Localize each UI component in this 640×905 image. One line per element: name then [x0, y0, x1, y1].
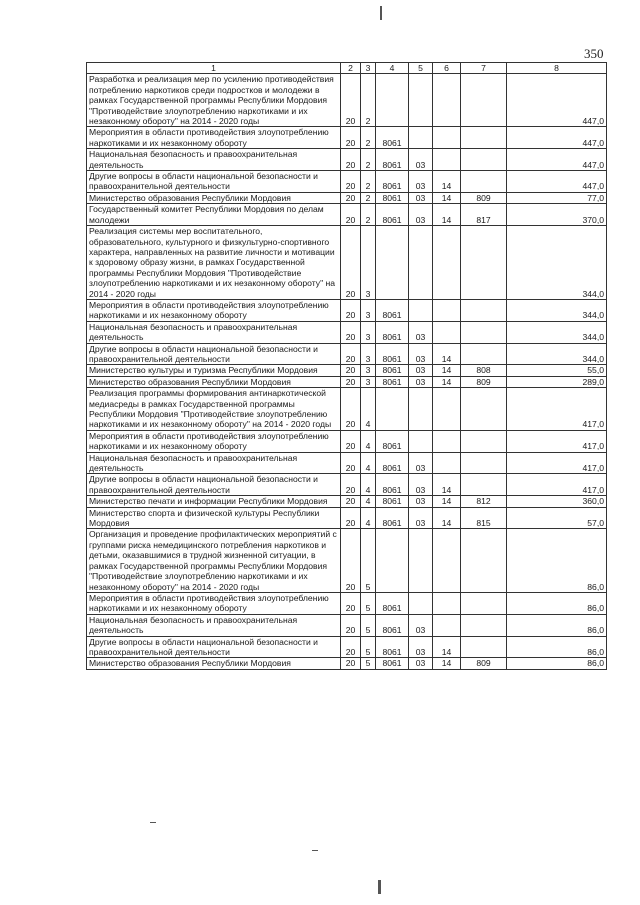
cell-sum: 417,0 [507, 452, 607, 474]
cell-col-2: 20 [341, 658, 361, 669]
cell-col-2: 20 [341, 474, 361, 496]
cell-col-2: 20 [341, 171, 361, 193]
cell-sum: 55,0 [507, 365, 607, 376]
cell-col-2: 20 [341, 529, 361, 592]
cell-sum: 344,0 [507, 226, 607, 300]
cell-col-2: 20 [341, 204, 361, 226]
cell-col-2: 20 [341, 192, 361, 203]
cell-name: Организация и проведение профилактических мероприятий с группами риска немедицинского потребления наркотиков и детьми, оказавшимися в трудной жизненной ситуации, в рамках Государственной программы Республики Мордовия "Противодействие злоупотреблению наркотиками и их незаконному обороту" на 2014 - 2020 годы [87, 529, 341, 592]
cell-col-2: 20 [341, 376, 361, 387]
cell-col-6 [433, 299, 461, 321]
cell-col-7 [461, 343, 507, 365]
cell-name: Национальная безопасность и правоохранительная деятельность [87, 614, 341, 636]
cell-col-6: 14 [433, 376, 461, 387]
cell-sum: 86,0 [507, 592, 607, 614]
cell-col-2: 20 [341, 149, 361, 171]
cell-col-7 [461, 636, 507, 658]
cell-col-3: 3 [361, 299, 376, 321]
cell-name: Министерство образования Республики Мордовия [87, 376, 341, 387]
cell-name: Другие вопросы в области национальной безопасности и правоохранительной деятельности [87, 474, 341, 496]
cell-name: Другие вопросы в области национальной безопасности и правоохранительной деятельности [87, 171, 341, 193]
cell-col-4 [376, 226, 409, 300]
cell-col-6 [433, 226, 461, 300]
cell-col-5: 03 [409, 343, 433, 365]
cell-name: Реализация программы формирования антинаркотической медиасреды в рамках Государственной программы Республики Мордовия "Противодействие злоупотреблению наркотиками и их незаконному обороту" на 2014 - 2020 годы [87, 388, 341, 431]
cell-col-5 [409, 74, 433, 127]
header-col-8: 8 [507, 63, 607, 74]
cell-col-7 [461, 614, 507, 636]
cell-sum: 447,0 [507, 149, 607, 171]
cell-col-7 [461, 529, 507, 592]
table-row [87, 149, 607, 171]
cell-col-5: 03 [409, 321, 433, 343]
table-row [87, 343, 607, 365]
cell-col-5 [409, 430, 433, 452]
cell-col-7: 808 [461, 365, 507, 376]
cell-name: Министерство образования Республики Мордовия [87, 192, 341, 203]
cell-name: Мероприятия в области противодействия злоупотреблению наркотиками и их незаконному обороту [87, 127, 341, 149]
budget-table [86, 62, 607, 670]
cell-col-6: 14 [433, 474, 461, 496]
cell-col-7 [461, 299, 507, 321]
cell-col-3: 5 [361, 592, 376, 614]
cell-name: Министерство культуры и туризма Республики Мордовия [87, 365, 341, 376]
cell-col-2: 20 [341, 343, 361, 365]
table-row [87, 452, 607, 474]
cell-col-6 [433, 592, 461, 614]
cell-col-7 [461, 474, 507, 496]
cell-col-6: 14 [433, 507, 461, 529]
cell-col-4: 8061 [376, 343, 409, 365]
header-row [87, 63, 607, 74]
table-row [87, 127, 607, 149]
cell-col-3: 2 [361, 204, 376, 226]
table-row [87, 658, 607, 669]
cell-col-5 [409, 226, 433, 300]
cell-col-2: 20 [341, 507, 361, 529]
table-row [87, 365, 607, 376]
cell-col-6: 14 [433, 636, 461, 658]
cell-col-3: 2 [361, 192, 376, 203]
cell-col-3: 3 [361, 226, 376, 300]
cell-col-2: 20 [341, 592, 361, 614]
cell-col-4: 8061 [376, 204, 409, 226]
cell-col-3: 4 [361, 430, 376, 452]
cell-col-4: 8061 [376, 430, 409, 452]
cell-col-5: 03 [409, 171, 433, 193]
cell-name: Национальная безопасность и правоохранительная деятельность [87, 452, 341, 474]
cell-col-3: 3 [361, 343, 376, 365]
cell-col-6 [433, 149, 461, 171]
table-row [87, 474, 607, 496]
cell-col-3: 3 [361, 376, 376, 387]
cell-name: Министерство спорта и физической культуры Республики Мордовия [87, 507, 341, 529]
page-number: 350 [584, 46, 604, 61]
table-row [87, 529, 607, 592]
cell-col-3: 4 [361, 496, 376, 507]
header-col-1: 1 [87, 63, 341, 74]
table-row [87, 74, 607, 127]
cell-col-2: 20 [341, 127, 361, 149]
scan-dash-1 [150, 822, 156, 823]
cell-col-5: 03 [409, 149, 433, 171]
cell-col-4: 8061 [376, 614, 409, 636]
cell-col-3: 2 [361, 171, 376, 193]
cell-sum: 360,0 [507, 496, 607, 507]
cell-col-2: 20 [341, 496, 361, 507]
cell-name: Разработка и реализация мер по усилению противодействия потреблению наркотиков среди подростков и молодежи в рамках Государственной программы Республики Мордовия "Противодействие злоупотреблению наркотиками и их незаконному обороту" на 2014 - 2020 годы [87, 74, 341, 127]
cell-col-7 [461, 171, 507, 193]
cell-col-2: 20 [341, 365, 361, 376]
cell-col-3: 5 [361, 658, 376, 669]
cell-col-6: 14 [433, 343, 461, 365]
cell-col-3: 4 [361, 388, 376, 431]
cell-col-7 [461, 226, 507, 300]
cell-col-6: 14 [433, 658, 461, 669]
cell-col-5: 03 [409, 376, 433, 387]
cell-col-5 [409, 592, 433, 614]
cell-col-3: 2 [361, 74, 376, 127]
table-row [87, 376, 607, 387]
cell-col-7: 817 [461, 204, 507, 226]
cell-sum: 417,0 [507, 474, 607, 496]
cell-col-7: 809 [461, 192, 507, 203]
table-row [87, 192, 607, 203]
cell-name: Национальная безопасность и правоохранительная деятельность [87, 149, 341, 171]
cell-col-3: 4 [361, 452, 376, 474]
table-row [87, 299, 607, 321]
cell-col-3: 3 [361, 321, 376, 343]
cell-col-2: 20 [341, 430, 361, 452]
scan-dash-2 [312, 850, 318, 851]
cell-col-5: 03 [409, 365, 433, 376]
cell-col-6: 14 [433, 365, 461, 376]
cell-col-6: 14 [433, 171, 461, 193]
cell-sum: 447,0 [507, 171, 607, 193]
cell-col-5: 03 [409, 496, 433, 507]
cell-col-6 [433, 614, 461, 636]
cell-sum: 344,0 [507, 321, 607, 343]
cell-col-3: 5 [361, 636, 376, 658]
cell-col-4: 8061 [376, 299, 409, 321]
cell-col-4: 8061 [376, 658, 409, 669]
cell-col-7: 815 [461, 507, 507, 529]
cell-col-4 [376, 74, 409, 127]
cell-col-4: 8061 [376, 636, 409, 658]
cell-col-4: 8061 [376, 474, 409, 496]
cell-col-2: 20 [341, 614, 361, 636]
cell-name: Другие вопросы в области национальной безопасности и правоохранительной деятельности [87, 636, 341, 658]
cell-col-2: 20 [341, 452, 361, 474]
header-col-5: 5 [409, 63, 433, 74]
cell-col-7 [461, 430, 507, 452]
scan-mark-top [380, 6, 382, 20]
cell-col-6 [433, 388, 461, 431]
table-row [87, 614, 607, 636]
table-row [87, 507, 607, 529]
cell-col-4: 8061 [376, 127, 409, 149]
cell-col-3: 5 [361, 529, 376, 592]
cell-col-5: 03 [409, 636, 433, 658]
cell-name: Национальная безопасность и правоохранительная деятельность [87, 321, 341, 343]
cell-col-5: 03 [409, 658, 433, 669]
cell-col-4: 8061 [376, 321, 409, 343]
cell-name: Мероприятия в области противодействия злоупотреблению наркотиками и их незаконному обороту [87, 592, 341, 614]
cell-col-7 [461, 321, 507, 343]
cell-col-4: 8061 [376, 192, 409, 203]
cell-col-7 [461, 452, 507, 474]
cell-col-3: 3 [361, 365, 376, 376]
cell-col-5: 03 [409, 614, 433, 636]
scan-mark-bottom [378, 880, 381, 894]
table-row [87, 388, 607, 431]
cell-col-4: 8061 [376, 365, 409, 376]
cell-col-3: 2 [361, 149, 376, 171]
cell-name: Реализация системы мер воспитательного, образовательного, культурного и физкультурно-спортивного характера, направленных на развитие личности и мотивации к здоровому образу жизни, в рамках Государственной программы Республики Мордовия "Противодействие злоупотреблению наркотиками и их незаконному обороту" на 2014 - 2020 годы [87, 226, 341, 300]
cell-name: Мероприятия в области противодействия злоупотреблению наркотиками и их незаконному обороту [87, 299, 341, 321]
cell-col-3: 4 [361, 474, 376, 496]
header-col-2: 2 [341, 63, 361, 74]
cell-col-5: 03 [409, 474, 433, 496]
cell-col-2: 20 [341, 321, 361, 343]
header-col-3: 3 [361, 63, 376, 74]
cell-sum: 86,0 [507, 529, 607, 592]
cell-col-5: 03 [409, 192, 433, 203]
cell-col-6 [433, 74, 461, 127]
cell-col-2: 20 [341, 299, 361, 321]
cell-col-5 [409, 388, 433, 431]
cell-col-2: 20 [341, 636, 361, 658]
cell-col-6 [433, 430, 461, 452]
cell-col-7 [461, 127, 507, 149]
cell-col-5 [409, 299, 433, 321]
cell-sum: 370,0 [507, 204, 607, 226]
cell-col-4 [376, 529, 409, 592]
cell-col-7: 809 [461, 376, 507, 387]
cell-col-7 [461, 149, 507, 171]
cell-col-3: 5 [361, 614, 376, 636]
cell-col-6 [433, 127, 461, 149]
cell-sum: 417,0 [507, 388, 607, 431]
cell-col-7 [461, 592, 507, 614]
header-col-4: 4 [376, 63, 409, 74]
cell-col-7 [461, 74, 507, 127]
cell-name: Министерство образования Республики Мордовия [87, 658, 341, 669]
cell-col-4: 8061 [376, 507, 409, 529]
cell-sum: 57,0 [507, 507, 607, 529]
cell-sum: 417,0 [507, 430, 607, 452]
table-row [87, 592, 607, 614]
cell-col-4: 8061 [376, 452, 409, 474]
cell-col-4: 8061 [376, 496, 409, 507]
cell-col-5 [409, 529, 433, 592]
cell-col-2: 20 [341, 388, 361, 431]
cell-col-6: 14 [433, 192, 461, 203]
cell-sum: 86,0 [507, 658, 607, 669]
cell-col-3: 4 [361, 507, 376, 529]
cell-col-3: 2 [361, 127, 376, 149]
table-row [87, 321, 607, 343]
cell-col-2: 20 [341, 74, 361, 127]
cell-col-2: 20 [341, 226, 361, 300]
table-row [87, 171, 607, 193]
header-col-7: 7 [461, 63, 507, 74]
cell-col-6 [433, 321, 461, 343]
cell-sum: 86,0 [507, 614, 607, 636]
cell-name: Министерство печати и информации Республики Мордовия [87, 496, 341, 507]
cell-col-4 [376, 388, 409, 431]
cell-col-6 [433, 529, 461, 592]
table-row [87, 496, 607, 507]
cell-sum: 344,0 [507, 343, 607, 365]
cell-sum: 77,0 [507, 192, 607, 203]
cell-col-6 [433, 452, 461, 474]
cell-col-7 [461, 388, 507, 431]
cell-col-4: 8061 [376, 592, 409, 614]
cell-col-6: 14 [433, 204, 461, 226]
table-row [87, 226, 607, 300]
cell-col-5: 03 [409, 204, 433, 226]
cell-col-5: 03 [409, 507, 433, 529]
cell-col-4: 8061 [376, 171, 409, 193]
cell-col-6: 14 [433, 496, 461, 507]
cell-sum: 447,0 [507, 74, 607, 127]
cell-col-4: 8061 [376, 149, 409, 171]
cell-col-5 [409, 127, 433, 149]
cell-col-7: 809 [461, 658, 507, 669]
cell-name: Государственный комитет Республики Мордовия по делам молодежи [87, 204, 341, 226]
table-row [87, 636, 607, 658]
cell-col-7: 812 [461, 496, 507, 507]
header-col-6: 6 [433, 63, 461, 74]
table-row [87, 430, 607, 452]
cell-col-4: 8061 [376, 376, 409, 387]
cell-name: Мероприятия в области противодействия злоупотреблению наркотиками и их незаконному обороту [87, 430, 341, 452]
cell-name: Другие вопросы в области национальной безопасности и правоохранительной деятельности [87, 343, 341, 365]
cell-sum: 344,0 [507, 299, 607, 321]
table-row [87, 204, 607, 226]
cell-sum: 86,0 [507, 636, 607, 658]
cell-sum: 289,0 [507, 376, 607, 387]
cell-sum: 447,0 [507, 127, 607, 149]
cell-col-5: 03 [409, 452, 433, 474]
